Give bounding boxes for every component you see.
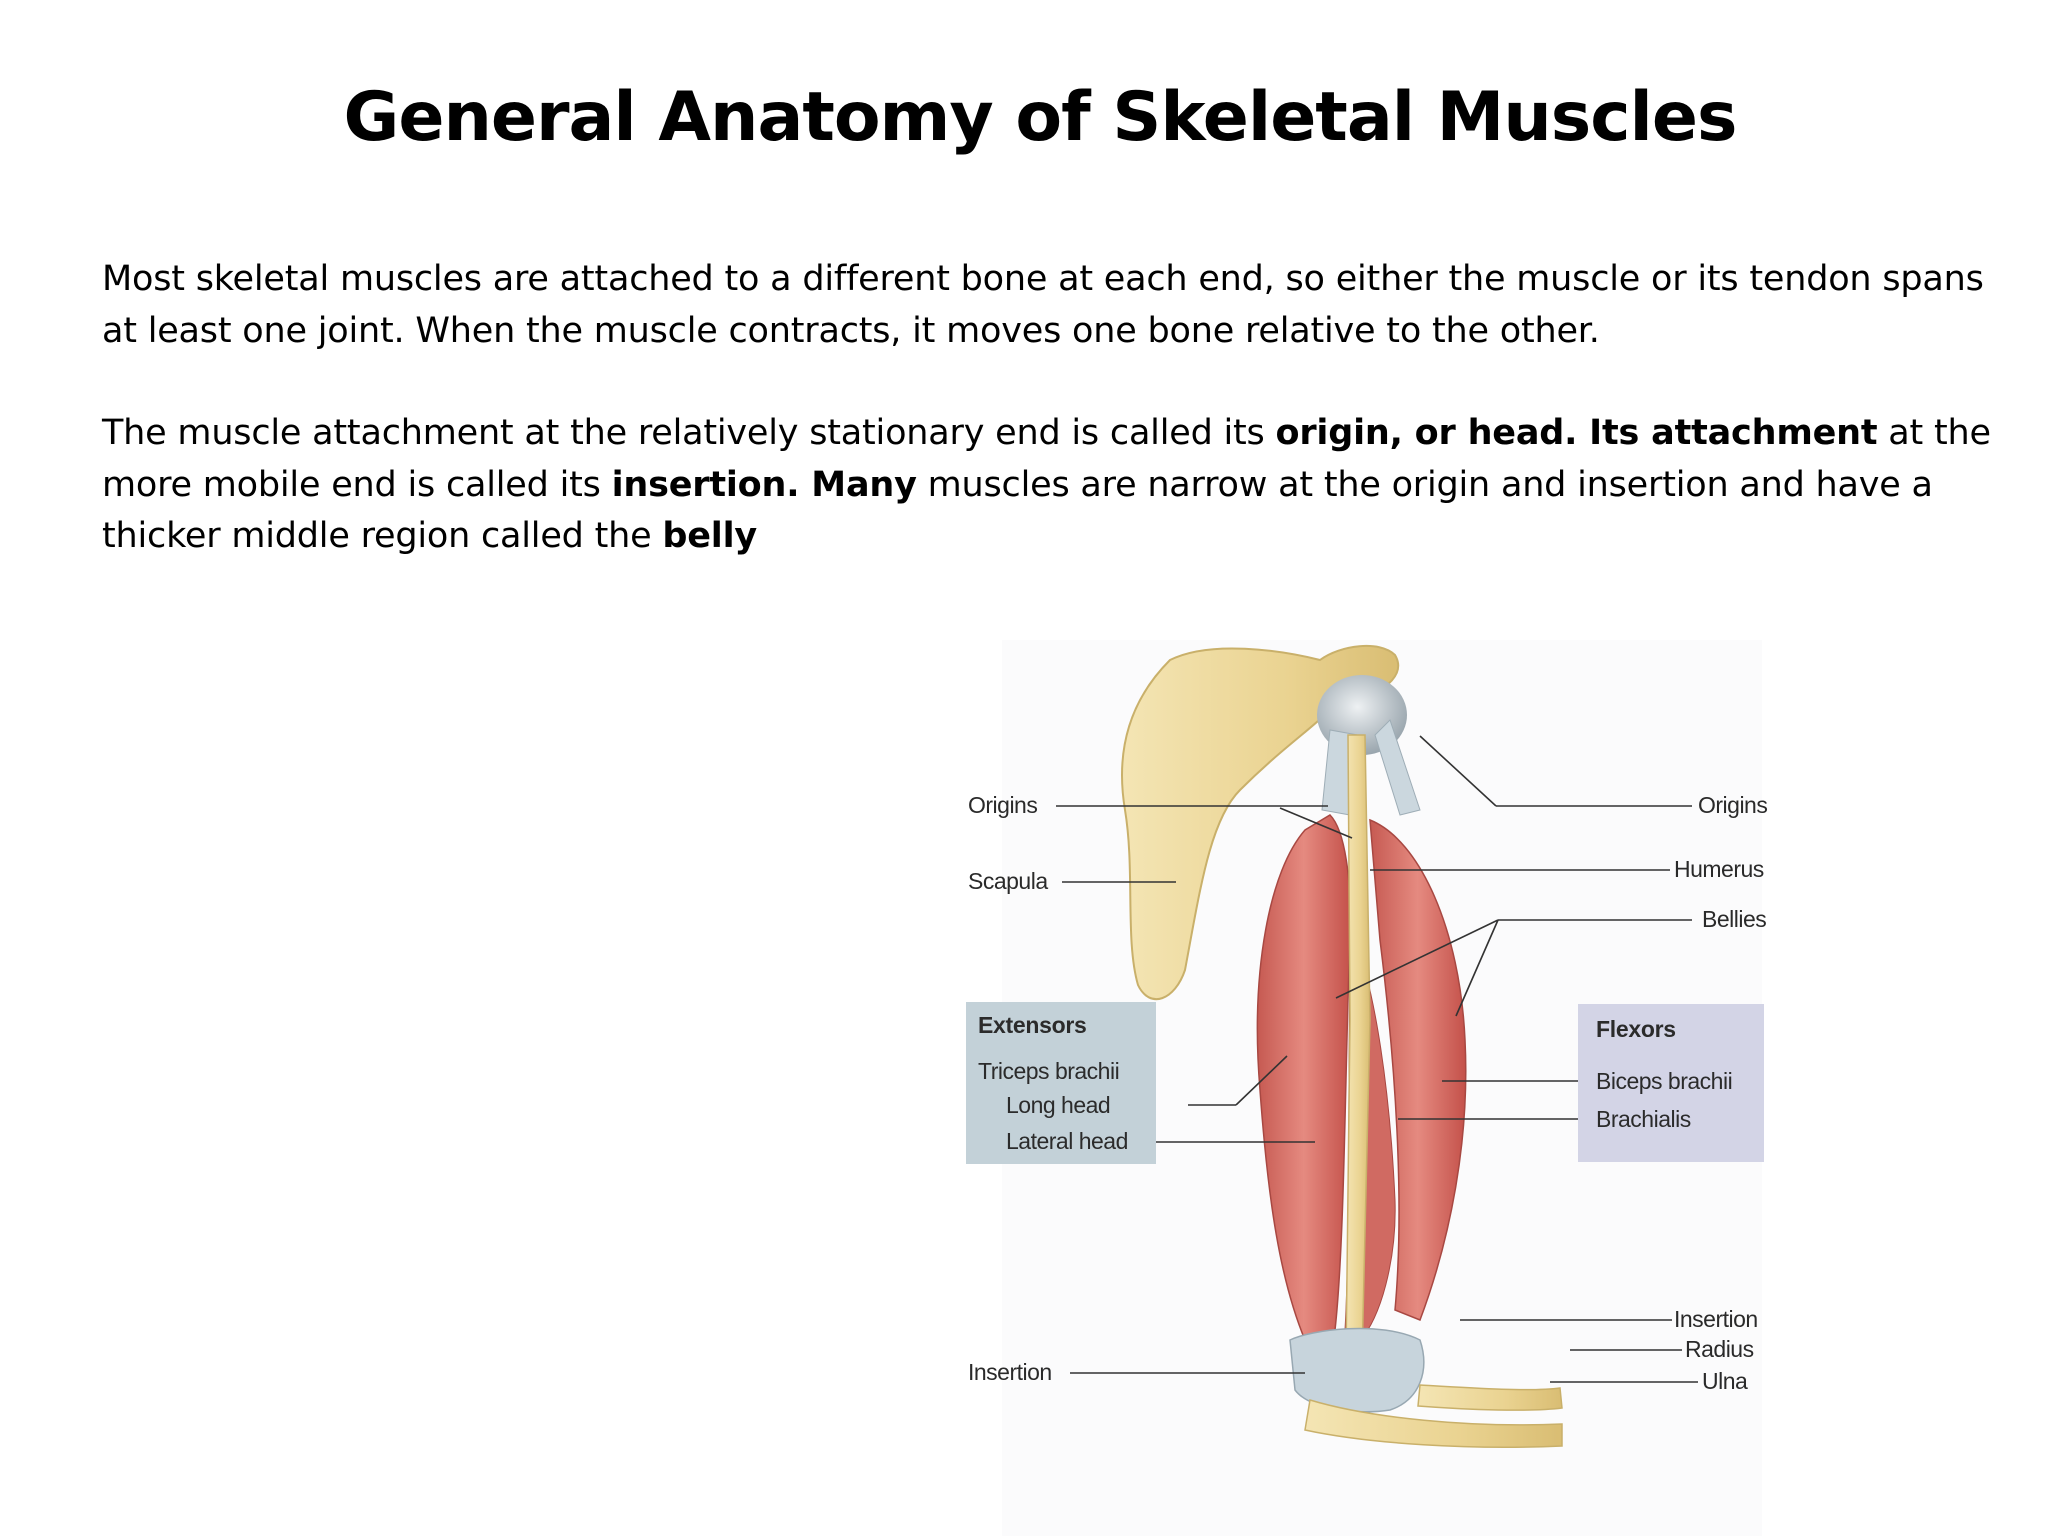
flexors-biceps: Biceps brachii [1596,1068,1733,1094]
extensors-triceps: Triceps brachii [978,1058,1120,1084]
label-bellies: Bellies [1702,906,1767,932]
p2-bold-belly: belly [662,516,757,556]
flexors-heading: Flexors [1596,1016,1676,1042]
extensors-lateral-head: Lateral head [1006,1128,1128,1154]
label-insertion-left: Insertion [968,1359,1052,1385]
p2-text-3: muscles are narrow at the origin and insertion and have a thicker middle region called the [102,464,1933,556]
flexors-box [1578,1004,1764,1162]
label-origins-right: Origins [1698,792,1768,818]
arm-muscle-figure [950,640,1810,1536]
paragraph-intro: Most skeletal muscles are attached to a different bone at each end, so either the muscle or its tendon spans at least one joint. When the muscle contracts, it moves one bone relative to the other. [102,259,1984,351]
paragraph-origin-insertion [102,408,2002,563]
label-insertion-right: Insertion [1674,1306,1758,1332]
extensors-box [966,1002,1156,1164]
label-origins-left: Origins [968,792,1038,818]
p2-text-2: at the more mobile end is called its [102,413,1991,505]
slide-title: General Anatomy of Skeletal Muscles [343,78,1737,157]
label-radius: Radius [1685,1336,1754,1362]
extensors-heading: Extensors [978,1012,1087,1038]
extensors-long-head: Long head [1006,1092,1111,1118]
p2-bold-insertion: insertion. Many [611,464,917,505]
label-scapula: Scapula [968,868,1048,894]
flexors-brachialis: Brachialis [1596,1106,1691,1132]
radius-shape [1418,1385,1562,1410]
label-humerus: Humerus [1674,856,1764,882]
label-ulna: Ulna [1702,1368,1748,1394]
p2-bold-origin: origin, or head. Its attachment [1275,413,1878,453]
p2-text-1: The muscle attachment at the relatively stationary end is called its [102,413,1276,453]
